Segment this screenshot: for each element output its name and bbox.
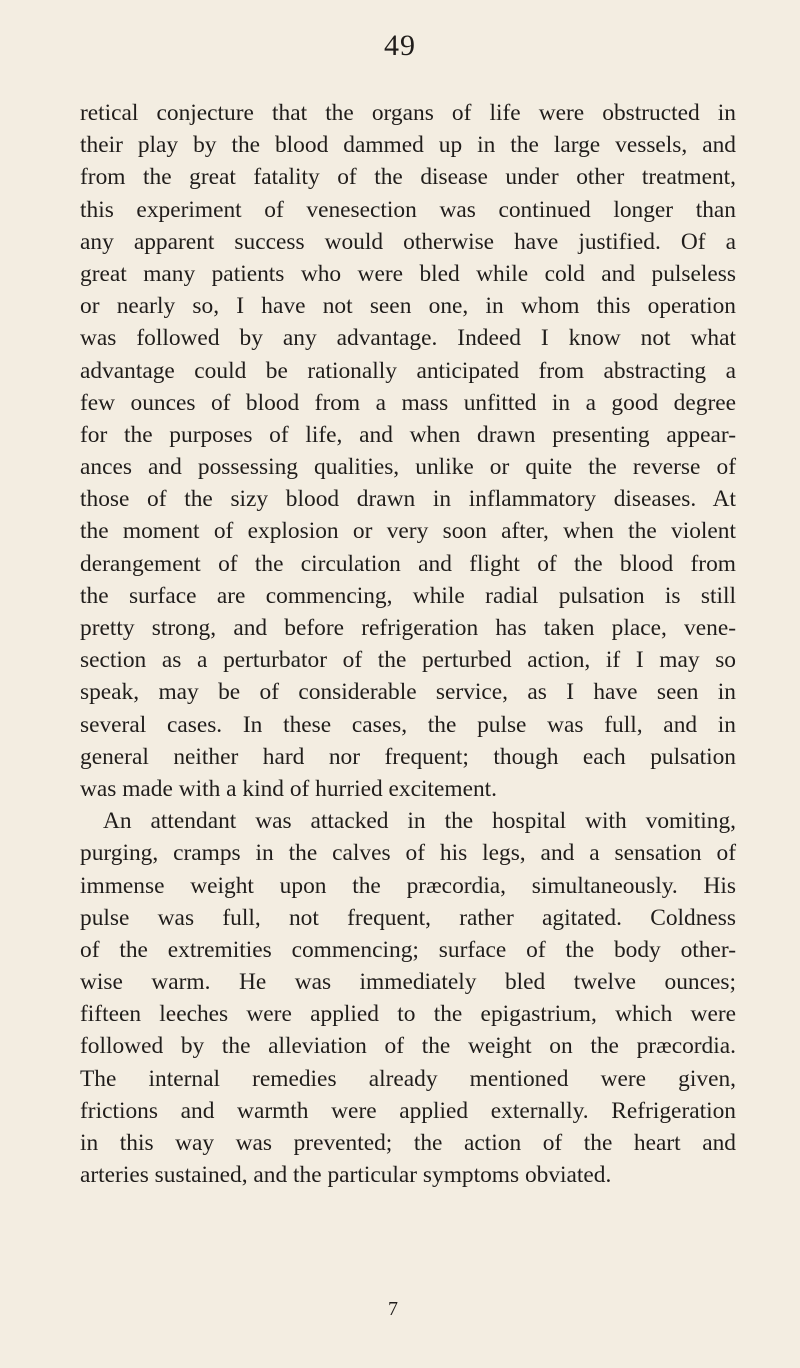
text-line: few ounces of blood from a mass unfitted in a good degree bbox=[80, 389, 736, 416]
text-line: this experiment of venesection was continued longer than bbox=[80, 196, 736, 223]
text-line: advantage could be rationally anticipated from abstracting a bbox=[80, 357, 736, 384]
text-line: in this way was prevented; the action of the heart and bbox=[80, 1130, 736, 1156]
text-line: fifteen leeches were applied to the epigastrium, which were bbox=[80, 1001, 736, 1028]
text-line: pulse was full, not frequent, rather agitated. Coldness bbox=[80, 904, 736, 931]
paragraph bbox=[80, 97, 736, 805]
text-line: immense weight upon the præcordia, simultaneously. His bbox=[80, 872, 736, 899]
text-line: purging, cramps in the calves of his legs, and a sensation of bbox=[80, 840, 736, 867]
text-line: The internal remedies already mentioned were given, bbox=[80, 1065, 736, 1092]
text-line: speak, may be of considerable service, as I have seen in bbox=[80, 679, 736, 706]
text-line: was made with a kind of hurried excitement. bbox=[80, 775, 497, 802]
text-line: section as a perturbator of the perturbed action, if I may so bbox=[80, 647, 736, 674]
text-line: of the extremities commencing; surface of the body other- bbox=[80, 936, 736, 963]
text-line: retical conjecture that the organs of life were obstructed in bbox=[80, 100, 736, 126]
text-line: ances and possessing qualities, unlike or quite the reverse of bbox=[80, 454, 736, 481]
text-line: wise warm. He was immediately bled twelve ounces; bbox=[80, 969, 736, 996]
text-line: great many patients who were bled while cold and pulseless bbox=[80, 260, 736, 287]
text-line: general neither hard nor frequent; though each pulsation bbox=[80, 743, 736, 770]
text-line: derangement of the circulation and flight of the blood from bbox=[80, 550, 736, 577]
text-line: several cases. In these cases, the pulse was full, and in bbox=[80, 711, 736, 738]
text-line: An attendant was attacked in the hospital with vomiting, bbox=[103, 808, 736, 835]
text-line: those of the sizy blood drawn in inflammatory diseases. At bbox=[80, 486, 736, 513]
body-text bbox=[80, 97, 736, 1191]
text-line: any apparent success would otherwise have justified. Of a bbox=[80, 228, 736, 255]
text-line: the surface are commencing, while radial pulsation is still bbox=[80, 582, 736, 609]
text-line: frictions and warmth were applied externally. Refrigeration bbox=[80, 1097, 736, 1124]
text-line: or nearly so, I have not seen one, in whom this operation bbox=[80, 293, 736, 320]
text-line: for the purposes of life, and when drawn presenting appear- bbox=[80, 421, 736, 448]
page-number: 49 bbox=[384, 29, 416, 62]
paragraph bbox=[80, 805, 736, 1191]
text-line: from the great fatality of the disease under other treatment, bbox=[80, 164, 736, 191]
text-line: their play by the blood dammed up in the large vessels, and bbox=[80, 132, 736, 159]
text-line: the moment of explosion or very soon after, when the violent bbox=[80, 518, 736, 545]
text-line: was followed by any advantage. Indeed I know not what bbox=[80, 325, 736, 352]
text-line: followed by the alleviation of the weight on the præcordia. bbox=[80, 1033, 736, 1060]
text-line: pretty strong, and before refrigeration has taken place, vene- bbox=[80, 615, 736, 641]
signature-mark: 7 bbox=[388, 1298, 398, 1320]
text-line: arteries sustained, and the particular symptoms obviated. bbox=[80, 1162, 612, 1189]
